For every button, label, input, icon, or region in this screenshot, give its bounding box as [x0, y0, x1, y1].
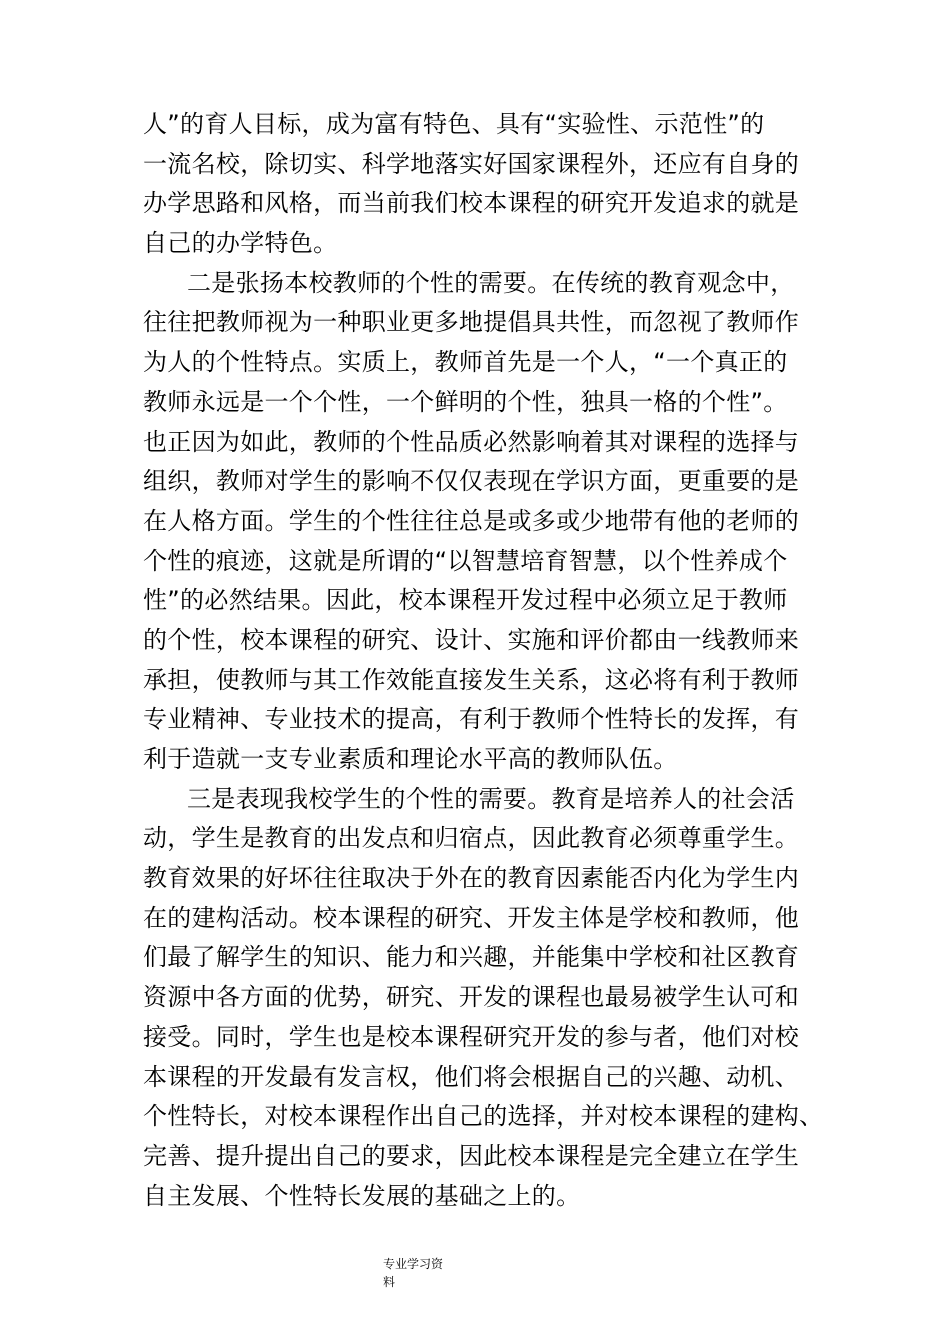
- footer-line-1: 专业学习资: [383, 1257, 444, 1271]
- text-line: 承担，使教师与其工作效能直接发生关系，这必将有利于教师: [143, 665, 800, 694]
- text-line: 组织，教师对学生的影响不仅仅表现在学识方面，更重要的是: [143, 467, 800, 496]
- text-line: 的个性，校本课程的研究、设计、实施和评价都由一线教师来: [143, 625, 800, 654]
- text-line: 人”的育人目标，成为富有特色、具有“实验性、示范性”的: [143, 110, 765, 138]
- text-line: 办学思路和风格，而当前我们校本课程的研究开发追求的就是: [143, 189, 800, 218]
- paragraph-start-line: 二是张扬本校教师的个性的需要。在传统的教育观念中，: [187, 268, 795, 297]
- text-line: 利于造就一支专业素质和理论水平高的教师队伍。: [143, 745, 678, 773]
- text-line: 动，学生是教育的出发点和归宿点，因此教育必须尊重学生。: [143, 824, 800, 853]
- text-line: 完善、提升提出自己的要求，因此校本课程是完全建立在学生: [143, 1141, 800, 1170]
- text-line: 性”的必然结果。因此，校本课程开发过程中必须立足于教师: [143, 586, 788, 615]
- body-text: [143, 105, 824, 1216]
- text-line: 在的建构活动。校本课程的研究、开发主体是学校和教师，他: [143, 903, 800, 932]
- text-line: 们最了解学生的知识、能力和兴趣，并能集中学校和社区教育: [143, 943, 800, 972]
- text-line: 专业精神、专业技术的提高，有利于教师个性特长的发挥，有: [143, 705, 800, 734]
- text-line: 自己的办学特色。: [143, 229, 338, 258]
- footer-line-2: 料: [383, 1275, 396, 1289]
- text-line: 资源中各方面的优势，研究、开发的课程也最易被学生认可和: [143, 983, 800, 1012]
- paragraph-start-line: 三是表现我校学生的个性的需要。教育是培养人的社会活: [187, 784, 795, 813]
- text-line: 在人格方面。学生的个性往往总是或多或少地带有他的老师的: [143, 506, 800, 535]
- text-line: 个性特长，对校本课程作出自己的选择，并对校本课程的建构、: [143, 1102, 824, 1131]
- text-line: 教育效果的好坏往往取决于外在的教育因素能否内化为学生内: [143, 864, 800, 893]
- text-line: 往往把教师视为一种职业更多地提倡具共性，而忽视了教师作: [143, 308, 800, 337]
- text-line: 个性的痕迹，这就是所谓的“以智慧培育智慧，以个性养成个: [143, 546, 788, 575]
- text-line: 一流名校，除切实、科学地落实好国家课程外，还应有自身的: [143, 149, 800, 178]
- page-footer: [383, 1255, 473, 1291]
- text-line: 本课程的开发最有发言权，他们将会根据自己的兴趣、动机、: [143, 1062, 800, 1091]
- text-line: 教师永远是一个个性，一个鲜明的个性，独具一格的个性”。: [143, 387, 788, 416]
- text-line: 自主发展、个性特长发展的基础之上的。: [143, 1181, 581, 1210]
- text-line: 接受。同时，学生也是校本课程研究开发的参与者，他们对校: [143, 1022, 800, 1051]
- text-line: 也正因为如此，教师的个性品质必然影响着其对课程的选择与: [143, 427, 800, 456]
- text-line: 为人的个性特点。实质上，教师首先是一个人，“一个真正的: [143, 348, 788, 377]
